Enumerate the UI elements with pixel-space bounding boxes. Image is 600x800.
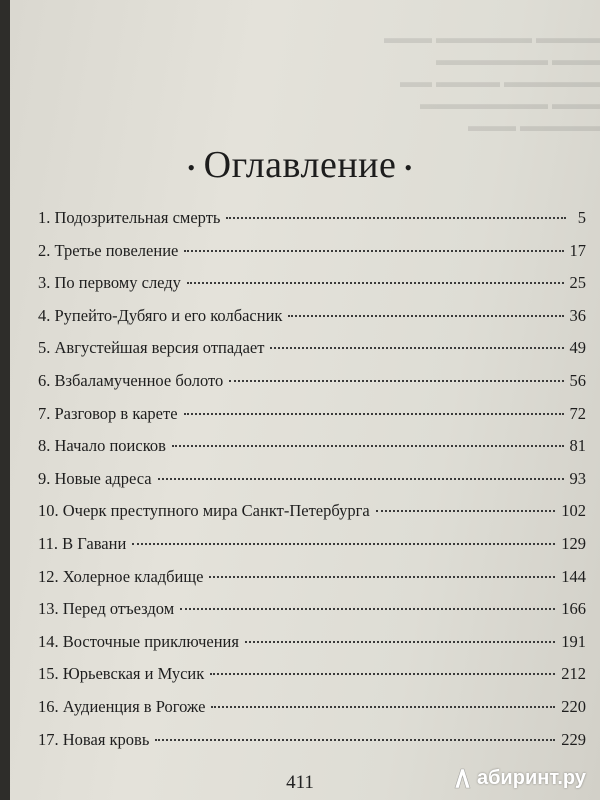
- toc-entry-page: 229: [561, 729, 586, 749]
- dot-leader: [180, 608, 555, 610]
- dot-leader: [184, 250, 563, 252]
- show-through-text: ▬▬▬▬ ▬▬▬▬▬▬ ▬▬▬ ▬▬▬ ▬▬▬▬▬▬▬ ▬▬▬▬▬▬ ▬▬▬▬ ▬▬ ▬▬▬ ▬▬▬▬▬▬▬▬ ▬▬▬▬▬ ▬▬▬: [384, 30, 600, 135]
- toc-entry: [38, 697, 586, 730]
- toc-entry-page: 191: [561, 631, 586, 651]
- labirint-logo-icon: [452, 766, 474, 790]
- labirint-watermark: [452, 766, 586, 790]
- dot-leader: [184, 413, 564, 415]
- toc-entry-title: 17. Новая кровь: [38, 729, 150, 749]
- toc-entry-title: 10. Очерк преступного мира Санкт-Петербурга: [38, 501, 370, 521]
- toc-entry: [38, 469, 586, 502]
- toc-entry-page: 220: [561, 696, 586, 716]
- dot-leader: [132, 543, 555, 545]
- toc-entry-title: 12. Холерное кладбище: [38, 566, 204, 586]
- toc-entry: [38, 208, 586, 241]
- toc-entry-title: 13. Перед отъездом: [38, 599, 175, 619]
- title-ornament-left: •: [187, 155, 196, 181]
- toc-entry-page: 102: [561, 501, 586, 521]
- toc-entry-page: 36: [569, 305, 586, 325]
- title-text: Оглавление: [203, 144, 397, 186]
- toc-entry: [38, 241, 586, 274]
- toc-entry-title: 16. Аудиенция в Рогоже: [38, 696, 206, 716]
- toc-entry-title: 14. Восточные приключения: [38, 631, 239, 651]
- toc-entry-page: 166: [561, 599, 586, 619]
- toc-entry-title: 5. Августейшая версия отпадает: [38, 338, 265, 358]
- dot-leader: [155, 739, 555, 741]
- dot-leader: [270, 347, 563, 349]
- toc-entry: [38, 273, 586, 306]
- dot-leader: [376, 510, 556, 512]
- dot-leader: [229, 380, 563, 382]
- toc-entry-page: 129: [561, 533, 586, 553]
- dot-leader: [172, 445, 564, 447]
- book-page: [10, 0, 600, 800]
- toc-entry-title: 3. По первому следу: [38, 273, 181, 293]
- toc-entry-page: 17: [569, 240, 586, 260]
- page-title: [10, 143, 590, 187]
- toc-entry: [38, 306, 586, 339]
- toc-entry-page: 81: [569, 436, 586, 456]
- toc-entry-title: 2. Третье повеление: [38, 240, 179, 260]
- toc-entry-title: 11. В Гавани: [38, 533, 127, 553]
- toc-entry: [38, 730, 586, 763]
- toc-entry-title: 6. Взбаламученное болото: [38, 370, 224, 390]
- dot-leader: [245, 641, 555, 643]
- dot-leader: [210, 673, 555, 675]
- toc-entry: [38, 599, 586, 632]
- toc-entry-page: 49: [569, 338, 586, 358]
- page-number: 411: [286, 772, 314, 793]
- toc-entry-title: 8. Начало поисков: [38, 436, 166, 456]
- toc-entry-page: 56: [569, 370, 586, 390]
- toc-entry: [38, 404, 586, 437]
- dot-leader: [187, 282, 564, 284]
- toc-entry: [38, 664, 586, 697]
- dot-leader: [158, 478, 564, 480]
- toc-entry-page: 144: [561, 566, 586, 586]
- toc-entry: [38, 534, 586, 567]
- dot-leader: [209, 576, 555, 578]
- toc-entry-title: 7. Разговор в карете: [38, 403, 178, 423]
- dot-leader: [211, 706, 555, 708]
- toc-entry: [38, 567, 586, 600]
- toc-entry-page: 72: [569, 403, 586, 423]
- watermark-text: абиринт.ру: [476, 766, 586, 789]
- toc-entry-page: 5: [577, 208, 586, 227]
- toc-entry-page: 93: [569, 468, 586, 488]
- toc-entry-page: 25: [569, 273, 586, 293]
- toc-entry-title: 9. Новые адреса: [38, 468, 152, 488]
- toc-entry: [38, 338, 586, 371]
- toc-entry: [38, 632, 586, 665]
- toc-entry-title: 4. Рупейто-Дубяго и его колбасник: [38, 305, 283, 325]
- dot-leader: [288, 315, 563, 317]
- dot-leader: [226, 217, 566, 219]
- toc-entry-title: 15. Юрьевская и Мусик: [38, 664, 205, 684]
- toc-entry-page: 212: [561, 664, 586, 684]
- toc-entry-title: 1. Подозрительная смерть: [38, 208, 221, 227]
- table-of-contents: [38, 208, 586, 762]
- title-ornament-right: •: [404, 155, 413, 181]
- toc-entry: [38, 501, 586, 534]
- toc-entry: [38, 371, 586, 404]
- toc-entry: [38, 436, 586, 469]
